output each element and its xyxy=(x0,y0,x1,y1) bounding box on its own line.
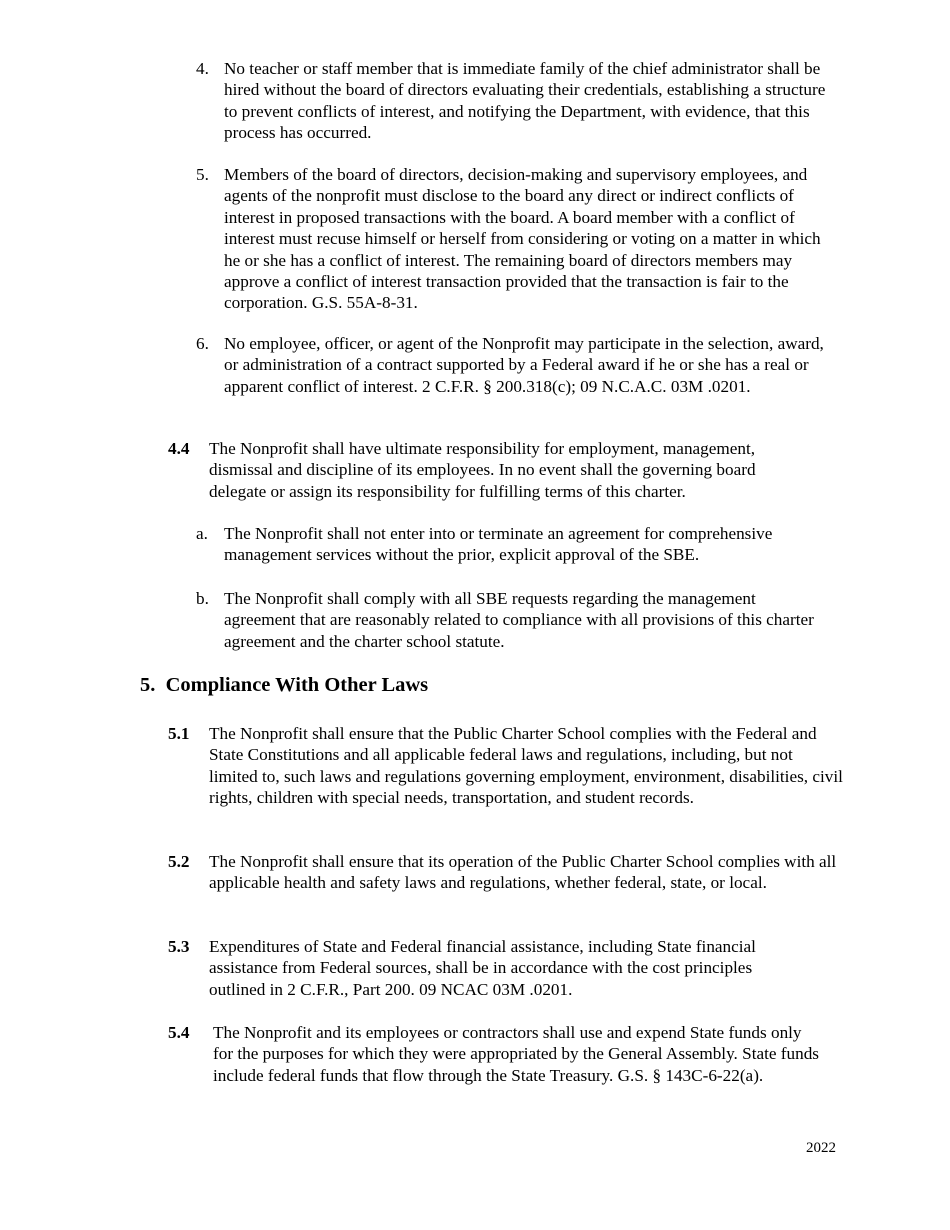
section-text: Expenditures of State and Federal financial assistance, including State financial assistance from Federal sources, shall be in accordance with the cost principles outlined in 2 C.F.R., Part 200. 09 NCAC 03M .0201. xyxy=(209,937,756,999)
section-5-3 xyxy=(168,936,848,1002)
list-item-4 xyxy=(196,58,836,144)
sub-item-text: The Nonprofit shall not enter into or terminate an agreement for comprehensive management services without the prior, explicit approval of the SBE. xyxy=(224,524,773,565)
list-item-text: No employee, officer, or agent of the Nonprofit may participate in the selection, award, or administration of a contract supported by a Federal award if he or she has a real or apparent conflict of interest. 2 C.F.R. § 200.318(c); 09 N.C.A.C. 03M .0201. xyxy=(224,334,824,396)
list-item-text: Members of the board of directors, decision-making and supervisory employees, and agents of the nonprofit must disclose to the board any direct or indirect conflicts of interest in proposed transactions with the board. A board member with a conflict of interest must recuse himself or herself from considering or voting on a matter in which he or she has a conflict of interest. The remaining board of directors members may approve a conflict of interest transaction provided that the transaction is fair to the corporation. G.S. 55A-8-31. xyxy=(224,165,821,313)
section-number: 5.4 xyxy=(168,1023,190,1042)
section-text: The Nonprofit shall ensure that its operation of the Public Charter School complies with all applicable health and safety laws and regulations, whether federal, state, or local. xyxy=(209,852,837,893)
section-5-2 xyxy=(168,851,848,917)
sub-item-a xyxy=(196,523,836,567)
section-text: The Nonprofit and its employees or contractors shall use and expend State funds only for the purposes for which they were appropriated by the General Assembly. State funds include federal funds that flow through the State Treasury. G.S. § 143C-6-22(a). xyxy=(213,1023,820,1085)
sub-item-text: The Nonprofit shall comply with all SBE requests regarding the management agreement that are reasonably related to compliance with all provisions of this charter agreement and the charter school statute. xyxy=(224,589,814,651)
list-item-5 xyxy=(196,164,836,314)
section-5-heading: 5. Compliance With Other Laws xyxy=(140,674,429,696)
sub-item-b xyxy=(196,588,836,654)
section-5-4 xyxy=(168,1022,848,1108)
list-marker: 4. xyxy=(196,59,209,78)
section-number: 5.1 xyxy=(168,724,190,743)
sub-item-marker: a. xyxy=(196,524,208,543)
section-number: 5.3 xyxy=(168,937,190,956)
section-text: The Nonprofit shall have ultimate responsibility for employment, management, dismissal and discipline of its employees. In no event shall the governing board delegate or assign its responsibility for fulfilling terms of this charter. xyxy=(209,439,756,501)
list-marker: 5. xyxy=(196,165,209,184)
sub-item-marker: b. xyxy=(196,589,209,608)
section-text: The Nonprofit shall ensure that the Public Charter School complies with the Federal and State Constitutions and all applicable federal laws and regulations, including, but not limited to, such laws and regulations governing employment, environment, disabilities, civil rights, children with special needs, transportation, and student records. xyxy=(209,724,843,808)
list-marker: 6. xyxy=(196,334,209,353)
section-number: 5.2 xyxy=(168,852,190,871)
list-item-text: No teacher or staff member that is immediate family of the chief administrator shall be hired without the board of directors evaluating their credentials, establishing a structure to prevent conflicts of interest, and notifying the Department, with evidence, that this process has occurred. xyxy=(224,59,826,143)
section-5-1 xyxy=(168,723,848,831)
page-number: 2022 xyxy=(806,1140,836,1156)
section-4-4 xyxy=(168,438,836,504)
list-item-6 xyxy=(196,333,836,419)
section-number: 4.4 xyxy=(168,439,190,458)
